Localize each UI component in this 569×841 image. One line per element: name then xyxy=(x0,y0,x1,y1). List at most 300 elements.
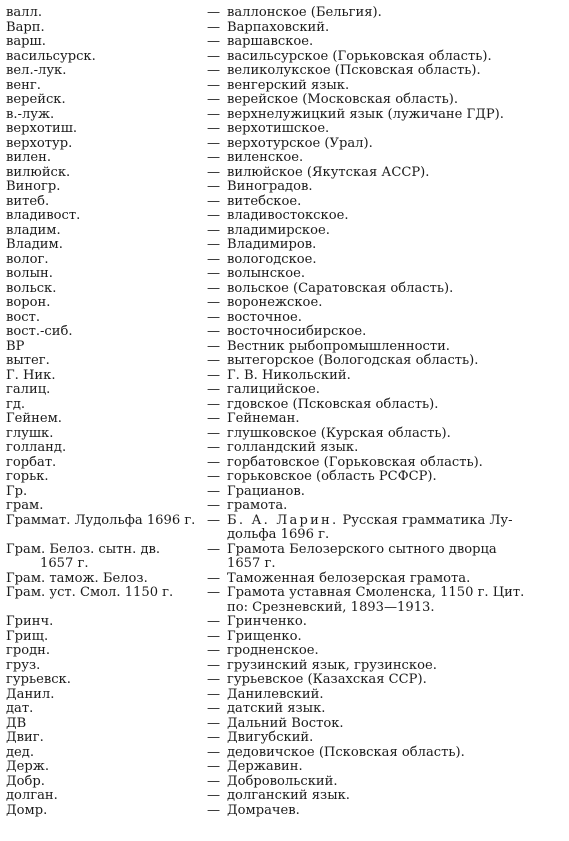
definition-cell xyxy=(207,615,569,630)
definition-cell xyxy=(207,775,569,790)
em-dash: — xyxy=(207,367,221,383)
abbreviation-term: Домр. xyxy=(6,803,48,818)
definition-cell xyxy=(207,35,569,50)
abbreviation-term: венг. xyxy=(6,78,41,93)
em-dash: — xyxy=(207,686,221,702)
definition-text-block xyxy=(227,630,559,645)
em-dash: — xyxy=(207,454,221,470)
em-dash: — xyxy=(207,48,221,64)
abbreviation-term: вост.-сиб. xyxy=(6,325,73,339)
em-dash: — xyxy=(207,585,221,600)
definition-text: Владимиров. xyxy=(227,237,317,252)
abbreviation-entry xyxy=(0,253,569,268)
abbreviation-term-cell xyxy=(0,137,207,152)
abbreviation-term: глушк. xyxy=(6,426,54,441)
em-dash: — xyxy=(207,498,221,513)
definition-text-block xyxy=(227,108,559,123)
definition-text-block xyxy=(227,485,559,500)
definition-text-block xyxy=(227,325,559,340)
definition-line xyxy=(227,514,559,529)
abbreviation-entry xyxy=(0,369,569,384)
definition-text: Г. В. Никольский. xyxy=(227,367,351,383)
definition-text-block xyxy=(227,659,559,674)
em-dash: — xyxy=(207,744,221,760)
em-dash: — xyxy=(207,164,221,180)
definition-text: вологодское. xyxy=(227,251,317,267)
abbreviation-entry xyxy=(0,137,569,152)
definition-text-block xyxy=(227,412,559,427)
abbreviation-entry xyxy=(0,398,569,413)
definition-text: гродненское. xyxy=(227,643,319,658)
definition-cell xyxy=(207,630,569,645)
definition-line xyxy=(227,485,559,500)
abbreviation-entry xyxy=(0,630,569,645)
definition-text-block xyxy=(227,180,559,195)
definition-text: валлонское (Бельгия). xyxy=(227,5,382,20)
definition-text-block xyxy=(227,760,559,775)
em-dash: — xyxy=(207,179,221,194)
definition-line xyxy=(227,340,559,355)
definition-text: Данилевский. xyxy=(227,686,324,702)
abbreviation-entry xyxy=(0,702,569,717)
abbreviation-entry xyxy=(0,209,569,224)
definition-text-block xyxy=(227,456,559,471)
abbreviation-entry xyxy=(0,325,569,340)
definition-text: гдовское (Псковская область). xyxy=(227,396,439,412)
definition-cell xyxy=(207,79,569,94)
em-dash: — xyxy=(207,425,221,441)
em-dash: — xyxy=(207,788,221,803)
definition-cell xyxy=(207,137,569,152)
abbreviation-term: Виногр. xyxy=(6,180,61,194)
definition-text-block xyxy=(227,238,559,253)
abbreviation-entry xyxy=(0,470,569,485)
definition-text-block xyxy=(227,282,559,297)
definition-text-block xyxy=(227,50,559,65)
em-dash: — xyxy=(207,251,221,267)
definition-line xyxy=(227,122,559,137)
definition-text-block xyxy=(227,644,559,659)
abbreviation-term-cell xyxy=(0,702,207,717)
definition-line xyxy=(227,6,559,21)
abbreviation-term: ВР xyxy=(6,339,25,354)
definition-continuation: по: Срезневский, 1893—1913. xyxy=(227,599,435,615)
definition-text: владивостокское. xyxy=(227,208,349,223)
definition-text: воронежское. xyxy=(227,295,323,310)
definition-text-block xyxy=(227,296,559,311)
definition-line xyxy=(227,543,559,558)
definition-cell xyxy=(207,644,569,659)
definition-cell xyxy=(207,427,569,442)
em-dash: — xyxy=(207,773,221,789)
abbreviation-term: в.-луж. xyxy=(6,107,55,122)
definition-cell xyxy=(207,282,569,297)
abbreviation-term-cell xyxy=(0,398,207,413)
definition-cell xyxy=(207,224,569,239)
definition-cell xyxy=(207,398,569,413)
abbreviation-term-cell xyxy=(0,804,207,819)
definition-text: Грамота уставная Смоленска, 1150 г. Цит. xyxy=(227,585,525,600)
definition-text: Русская грамматика Лу- xyxy=(342,512,513,528)
definition-line xyxy=(227,427,559,442)
definition-cell xyxy=(207,267,569,282)
definition-cell xyxy=(207,572,569,587)
definition-line xyxy=(227,731,559,746)
definition-line xyxy=(227,775,559,790)
definition-cell xyxy=(207,238,569,253)
definition-text: Вестник рыбопромышленности. xyxy=(227,338,450,354)
definition-text-block xyxy=(227,789,559,804)
definition-line xyxy=(227,79,559,94)
definition-cell xyxy=(207,688,569,703)
em-dash: — xyxy=(207,483,221,499)
abbreviation-entry xyxy=(0,441,569,456)
definition-text-block xyxy=(227,441,559,456)
em-dash: — xyxy=(207,193,221,209)
definition-line xyxy=(227,238,559,253)
definition-cell xyxy=(207,369,569,384)
definition-line xyxy=(227,441,559,456)
definition-cell xyxy=(207,746,569,761)
definition-text: Грамота Белозерского сытного дворца xyxy=(227,541,497,557)
em-dash: — xyxy=(207,382,221,397)
definition-text: великолукское (Псковская область). xyxy=(227,63,481,78)
abbreviation-term: долган. xyxy=(6,789,58,803)
definition-text-block xyxy=(227,586,559,615)
abbreviation-entry xyxy=(0,789,569,804)
abbreviation-term: варш. xyxy=(6,35,46,49)
definition-line xyxy=(227,354,559,369)
definition-text-block xyxy=(227,427,559,442)
definition-cell xyxy=(207,499,569,514)
definition-text-block xyxy=(227,398,559,413)
abbreviation-term-cell xyxy=(0,195,207,210)
definition-text: витебское. xyxy=(227,193,302,209)
abbreviation-term: Двиг. xyxy=(6,731,44,745)
definition-line xyxy=(227,760,559,775)
abbreviation-term: дат. xyxy=(6,702,34,716)
abbreviation-entry xyxy=(0,267,569,282)
definition-line xyxy=(227,659,559,674)
abbreviation-term: валл. xyxy=(6,6,42,20)
definition-text: Домрачев. xyxy=(227,802,300,818)
abbreviation-term: Г. Ник. xyxy=(6,368,56,383)
definition-line xyxy=(227,499,559,514)
abbreviation-entry xyxy=(0,180,569,195)
abbreviation-entry xyxy=(0,586,569,615)
definition-text: дедовичское (Псковская область). xyxy=(227,744,465,760)
abbreviation-term-cell xyxy=(0,79,207,94)
definition-text: долганский язык. xyxy=(227,788,350,803)
abbreviation-entry xyxy=(0,775,569,790)
abbreviation-term-cell xyxy=(0,659,207,674)
definition-text-block xyxy=(227,93,559,108)
definition-text-block xyxy=(227,499,559,514)
definition-cell xyxy=(207,50,569,65)
em-dash: — xyxy=(207,92,221,107)
abbreviation-term-cell xyxy=(0,746,207,761)
abbreviation-term-cell xyxy=(0,267,207,282)
abbreviation-entry xyxy=(0,122,569,137)
abbreviation-term: вел.-лук. xyxy=(6,64,67,78)
definition-cell xyxy=(207,6,569,21)
em-dash: — xyxy=(207,701,221,716)
definition-line xyxy=(227,383,559,398)
definition-text-block xyxy=(227,79,559,94)
abbreviation-term: горбат. xyxy=(6,455,57,470)
abbreviation-term-cell xyxy=(0,21,207,36)
definition-cell xyxy=(207,485,569,500)
em-dash: — xyxy=(207,338,221,354)
abbreviation-term-cell xyxy=(0,50,207,65)
abbreviation-term-cell xyxy=(0,456,207,471)
definition-cell xyxy=(207,804,569,819)
abbreviation-term: горьк. xyxy=(6,470,49,484)
definition-text: вольское (Саратовская область). xyxy=(227,280,454,296)
abbreviation-term-cell xyxy=(0,108,207,123)
abbreviation-entry xyxy=(0,340,569,355)
em-dash: — xyxy=(207,266,221,281)
definition-text: гурьевское (Казахская ССР). xyxy=(227,672,427,687)
definition-text-block xyxy=(227,383,559,398)
abbreviation-entry xyxy=(0,195,569,210)
definition-line xyxy=(227,688,559,703)
abbreviation-term: верхотур. xyxy=(6,136,73,151)
em-dash: — xyxy=(207,512,221,528)
abbreviation-term: гд. xyxy=(6,397,26,412)
em-dash: — xyxy=(207,570,221,586)
definition-text: восточносибирское. xyxy=(227,324,367,339)
abbreviation-entry xyxy=(0,514,569,543)
definition-cell xyxy=(207,543,569,572)
definition-cell xyxy=(207,514,569,543)
definition-text: верхотурское (Урал). xyxy=(227,135,373,151)
definition-text-block xyxy=(227,311,559,326)
definition-line xyxy=(227,21,559,36)
abbreviation-term-cell xyxy=(0,93,207,108)
abbreviation-term: Владим. xyxy=(6,238,63,252)
definition-text-block xyxy=(227,253,559,268)
definition-text: грузинский язык, грузинское. xyxy=(227,657,437,673)
em-dash: — xyxy=(207,106,221,122)
abbreviation-entry xyxy=(0,6,569,21)
em-dash: — xyxy=(207,643,221,658)
abbreviation-entry xyxy=(0,412,569,427)
definition-text: васильсурское (Горьковская область). xyxy=(227,48,492,64)
abbreviation-term-cell xyxy=(0,717,207,732)
definition-line xyxy=(227,180,559,195)
em-dash: — xyxy=(207,411,221,426)
em-dash: — xyxy=(207,353,221,368)
definition-text: Двигубский. xyxy=(227,730,314,745)
definition-text-block xyxy=(227,746,559,761)
definition-text: горьковское (область РСФСР). xyxy=(227,469,437,484)
abbreviation-term-cell xyxy=(0,224,207,239)
abbreviation-entry xyxy=(0,760,569,775)
abbreviation-entry xyxy=(0,717,569,732)
abbreviation-term: Добр. xyxy=(6,774,45,789)
abbreviation-term-cell xyxy=(0,64,207,79)
abbreviation-term-cell xyxy=(0,6,207,21)
definition-line xyxy=(227,673,559,688)
abbreviation-term-cell xyxy=(0,383,207,398)
abbreviation-term: ворон. xyxy=(6,296,51,310)
abbreviation-term-cell xyxy=(0,775,207,790)
abbreviation-term: гурьевск. xyxy=(6,673,71,687)
definition-text: Грацианов. xyxy=(227,483,305,499)
definition-text: вытегорское (Вологодская область). xyxy=(227,353,479,368)
definition-text: варшавское. xyxy=(227,34,314,49)
definition-line xyxy=(227,702,559,717)
abbreviation-term-cell xyxy=(0,572,207,587)
abbreviation-entry xyxy=(0,50,569,65)
abbreviation-term-cell xyxy=(0,514,207,529)
em-dash: — xyxy=(207,628,221,644)
abbreviation-term-cell xyxy=(0,282,207,297)
definition-cell xyxy=(207,789,569,804)
em-dash: — xyxy=(207,208,221,223)
definition-cell xyxy=(207,340,569,355)
abbreviation-term-cell xyxy=(0,630,207,645)
em-dash: — xyxy=(207,77,221,93)
abbreviation-term: верейск. xyxy=(6,93,66,107)
definition-text-block xyxy=(227,35,559,50)
definition-text-block xyxy=(227,340,559,355)
definition-line xyxy=(227,253,559,268)
abbreviation-term-cell xyxy=(0,470,207,485)
abbreviation-entry xyxy=(0,282,569,297)
em-dash: — xyxy=(207,34,221,49)
em-dash: — xyxy=(207,222,221,238)
definition-line xyxy=(227,630,559,645)
definition-text-block xyxy=(227,21,559,36)
definition-cell xyxy=(207,673,569,688)
abbreviation-term-cell xyxy=(0,296,207,311)
abbreviation-entry xyxy=(0,456,569,471)
definition-cell xyxy=(207,253,569,268)
abbreviation-entry xyxy=(0,151,569,166)
definition-cell xyxy=(207,195,569,210)
abbreviation-entry xyxy=(0,644,569,659)
definition-text: Гринченко. xyxy=(227,614,307,629)
definition-text: глушковское (Курская область). xyxy=(227,425,451,441)
abbreviation-entry xyxy=(0,673,569,688)
abbreviation-term-cell xyxy=(0,122,207,137)
definition-text-block xyxy=(227,137,559,152)
abbreviation-term-cell xyxy=(0,180,207,195)
abbreviation-term: вытег. xyxy=(6,354,50,368)
definition-text: Варпаховский. xyxy=(227,19,330,35)
definition-line xyxy=(227,412,559,427)
abbreviation-term-cell xyxy=(0,499,207,514)
definition-line xyxy=(227,267,559,282)
abbreviation-entry xyxy=(0,79,569,94)
definition-line xyxy=(227,470,559,485)
definition-line xyxy=(227,615,559,630)
definition-cell xyxy=(207,659,569,674)
abbreviation-term-cell xyxy=(0,354,207,369)
definition-line xyxy=(227,586,559,601)
abbreviation-term: владивост. xyxy=(6,209,81,223)
abbreviation-entry xyxy=(0,746,569,761)
em-dash: — xyxy=(207,150,221,165)
definition-line xyxy=(227,572,559,587)
abbreviation-entry xyxy=(0,731,569,746)
abbreviation-entry xyxy=(0,224,569,239)
em-dash: — xyxy=(207,324,221,339)
definition-text: горбатовское (Горьковская область). xyxy=(227,454,483,470)
definition-cell xyxy=(207,209,569,224)
em-dash: — xyxy=(207,121,221,136)
definition-line xyxy=(227,717,559,732)
definition-text-block xyxy=(227,731,559,746)
definition-line xyxy=(227,789,559,804)
abbreviation-term-cell xyxy=(0,644,207,659)
definition-text: восточное. xyxy=(227,309,302,325)
definition-line xyxy=(227,50,559,65)
definition-line xyxy=(227,746,559,761)
abbreviation-entry xyxy=(0,572,569,587)
abbreviation-term-cell xyxy=(0,253,207,268)
definition-text-block xyxy=(227,615,559,630)
definition-text-block xyxy=(227,151,559,166)
em-dash: — xyxy=(207,440,221,455)
definition-line xyxy=(227,311,559,326)
em-dash: — xyxy=(207,541,221,557)
definition-line xyxy=(227,398,559,413)
definition-text: Державин. xyxy=(227,759,303,774)
definition-text-block xyxy=(227,354,559,369)
abbreviation-term-cell xyxy=(0,485,207,500)
definition-text-block xyxy=(227,543,559,572)
definition-cell xyxy=(207,383,569,398)
em-dash: — xyxy=(207,657,221,673)
abbreviation-entry xyxy=(0,296,569,311)
definition-line xyxy=(227,137,559,152)
abbreviation-term: ДВ xyxy=(6,716,27,731)
em-dash: — xyxy=(207,396,221,412)
abbreviation-term: васильсурск. xyxy=(6,49,96,64)
abbreviation-term: Грам. уст. Смол. 1150 г. xyxy=(6,586,174,600)
definition-text: вилюйское (Якутская АССР). xyxy=(227,164,430,180)
abbreviation-term-continuation: 1657 г. xyxy=(40,556,89,571)
abbreviation-term: волын. xyxy=(6,267,53,281)
abbreviation-list xyxy=(0,6,569,818)
definition-text: владимирское. xyxy=(227,222,330,238)
abbreviation-term: вольск. xyxy=(6,281,57,296)
definition-cell xyxy=(207,702,569,717)
definition-cell xyxy=(207,21,569,36)
definition-line xyxy=(227,804,559,819)
abbreviation-entry xyxy=(0,108,569,123)
abbreviation-entry xyxy=(0,35,569,50)
abbreviation-entry xyxy=(0,383,569,398)
em-dash: — xyxy=(207,5,221,20)
definition-line xyxy=(227,325,559,340)
abbreviation-entry xyxy=(0,64,569,79)
definition-text: верхнелужицкий язык (лужичане ГДР). xyxy=(227,106,504,122)
abbreviation-term-cell xyxy=(0,340,207,355)
abbreviation-term: Граммат. Лудольфа 1696 г. xyxy=(6,513,196,528)
abbreviation-term-cell xyxy=(0,311,207,326)
definition-text: Виноградов. xyxy=(227,179,313,194)
abbreviation-term-cell xyxy=(0,543,207,572)
definition-text-block xyxy=(227,775,559,790)
abbreviation-term: вост. xyxy=(6,310,40,325)
abbreviation-entry xyxy=(0,93,569,108)
em-dash: — xyxy=(207,672,221,687)
definition-line xyxy=(227,151,559,166)
